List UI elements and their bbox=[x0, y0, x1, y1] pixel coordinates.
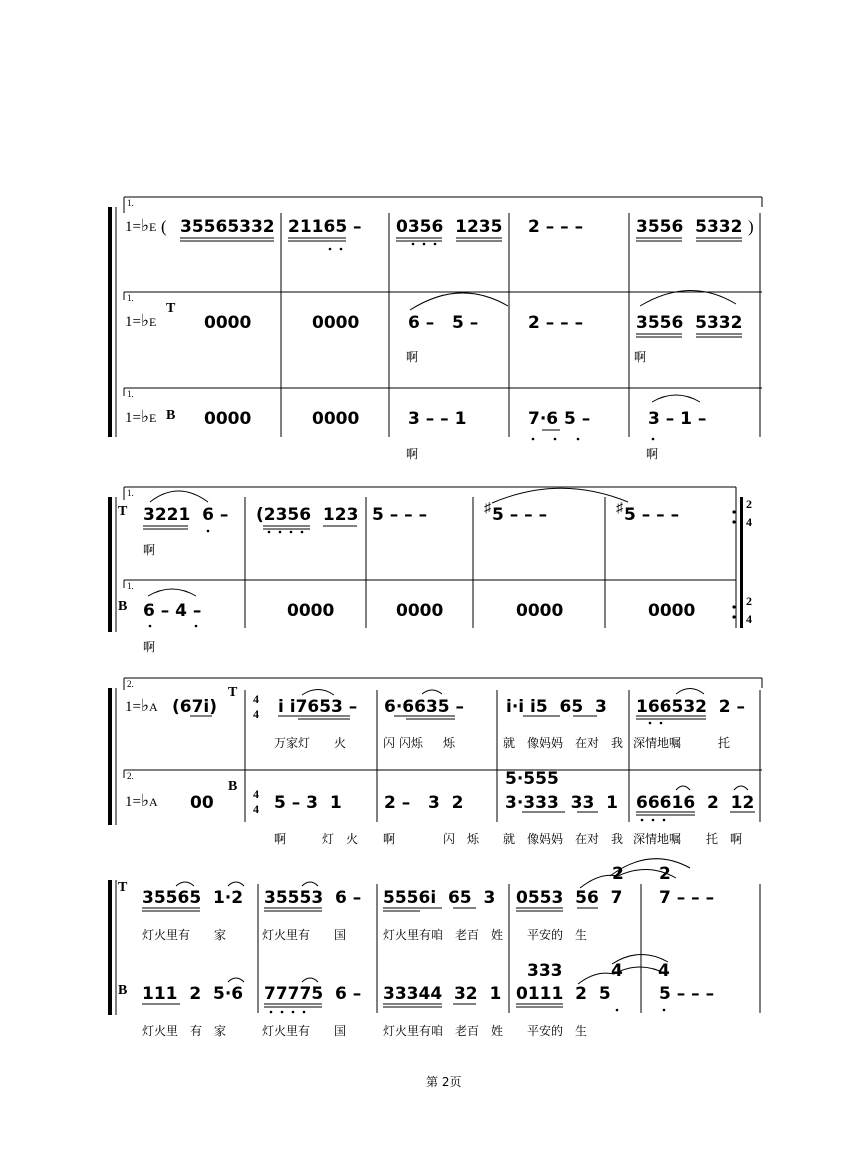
key-signature: 1=♭E bbox=[125, 407, 157, 426]
key-signature: 1=♭A bbox=[125, 791, 158, 810]
tenor-measure-3: 5556i 65 3 bbox=[383, 888, 496, 908]
lyric: 国 bbox=[334, 1024, 347, 1038]
tenor-measure-3: i·i i5 65 3 bbox=[506, 697, 607, 717]
sharp-sign: ♯ bbox=[616, 501, 623, 516]
bass-upper-note: 4 bbox=[658, 961, 670, 981]
lyric: 闪 bbox=[443, 832, 456, 846]
lyric: 灯火里有 bbox=[262, 928, 311, 942]
page-number: 第 2页 bbox=[426, 1075, 462, 1089]
lyric: 灯火里有 bbox=[142, 928, 191, 942]
lyric: 啊 bbox=[406, 447, 419, 461]
lyric: 啊 bbox=[143, 543, 156, 557]
lyric: 啊 bbox=[143, 640, 156, 654]
lyric: 平安的 bbox=[527, 1024, 564, 1038]
lyric: 啊 bbox=[730, 832, 743, 846]
volta-label: 1. bbox=[127, 389, 134, 399]
tenor-label: T bbox=[118, 504, 128, 519]
tenor-measure-1: i i7653 – bbox=[278, 697, 358, 717]
lyric: 家 bbox=[214, 928, 227, 942]
tenor-measure-3: 5 – – – bbox=[372, 505, 428, 525]
lyric: 啊 bbox=[634, 350, 647, 364]
tenor-upper-note: 2 bbox=[659, 864, 671, 884]
bass-label: B bbox=[118, 599, 128, 614]
tenor-measure-4: 2 – – – bbox=[528, 313, 584, 333]
time-signature-bottom: 4 bbox=[746, 515, 752, 529]
lyric: 火 bbox=[346, 832, 359, 846]
lyric: 生 bbox=[575, 928, 588, 942]
lyric: 像妈妈 bbox=[527, 736, 564, 750]
tenor-measure-2: 6·6635 – bbox=[384, 697, 465, 717]
lyric: 在对 bbox=[575, 832, 600, 846]
bass-measure-4: 66616 2 12 bbox=[636, 793, 755, 813]
intro-measure-4: 2 – – – bbox=[528, 217, 584, 237]
bass-measure-5: 5 – – – bbox=[659, 984, 715, 1004]
lyric: 烁 bbox=[467, 832, 480, 846]
sharp-sign: ♯ bbox=[484, 501, 491, 516]
lyric: 我 bbox=[611, 832, 624, 846]
intro-measure-5: 3556 5332 bbox=[636, 217, 743, 237]
lyric: 闪 闪烁 bbox=[383, 736, 423, 750]
intro-measure-2: 21165 – bbox=[288, 217, 362, 237]
volta-label: 2. bbox=[127, 771, 134, 781]
volta-label: 1. bbox=[127, 293, 134, 303]
bass-label: B bbox=[118, 983, 128, 998]
tenor-measure-5: 7 – – – bbox=[659, 888, 715, 908]
bass-measure-2: 0000 bbox=[287, 601, 335, 621]
key-signature: 1=♭E bbox=[125, 216, 157, 235]
bass-measure-1: 0000 bbox=[204, 409, 252, 429]
lyric: 姓 bbox=[491, 1024, 504, 1038]
tenor-measure-5: 3556 5332 bbox=[636, 313, 743, 333]
key-signature: 1=♭A bbox=[125, 696, 158, 715]
lyric: 火 bbox=[334, 736, 347, 750]
bass-measure-3: 3·333 33 1 bbox=[505, 793, 618, 813]
time-signature-bottom: 4 bbox=[253, 802, 259, 816]
lyric: 啊 bbox=[274, 832, 287, 846]
lyric: 有 bbox=[190, 1024, 203, 1038]
lyric: 托 bbox=[706, 832, 719, 846]
tenor-measure-1: 3221 6 – bbox=[143, 505, 229, 525]
tenor-measure-5: 5 – – – bbox=[624, 505, 680, 525]
time-signature-bottom: 4 bbox=[746, 612, 752, 626]
tenor-measure-2: (2356 123 bbox=[256, 505, 359, 525]
bass-measure-1: 6 – 4 – bbox=[143, 601, 202, 621]
tenor-upper-note: 2 bbox=[612, 864, 624, 884]
bass-measure-2: 0000 bbox=[312, 409, 360, 429]
tenor-measure-2: 0000 bbox=[312, 313, 360, 333]
bass-upper-notes: 5·555 bbox=[505, 769, 559, 789]
tenor-measure-4: 166532 2 – bbox=[636, 697, 746, 717]
lyric: 姓 bbox=[491, 928, 504, 942]
lyric: 像妈妈 bbox=[527, 832, 564, 846]
tenor-label: T bbox=[166, 301, 176, 316]
close-paren: ) bbox=[748, 217, 754, 236]
bass-measure-4: 7·6 5 – bbox=[528, 409, 591, 429]
tenor-measure-2: 35553 6 – bbox=[264, 888, 362, 908]
bass-upper-note: 4 bbox=[611, 961, 623, 981]
bass-pickup: 00 bbox=[190, 793, 214, 813]
tenor-pickup: (67i) bbox=[172, 697, 218, 717]
open-paren: ( bbox=[161, 217, 167, 236]
lyric: 家 bbox=[214, 1024, 227, 1038]
lyric: 啊 bbox=[383, 832, 396, 846]
volta-label: 1. bbox=[127, 198, 134, 208]
tenor-measure-1: 35565 1·2 bbox=[142, 888, 244, 908]
bass-measure-1: 111 2 5·6 bbox=[142, 984, 244, 1004]
tenor-measure-1: 0000 bbox=[204, 313, 252, 333]
lyric: 啊 bbox=[406, 350, 419, 364]
lyric: 烁 bbox=[443, 736, 456, 750]
bass-measure-4: 0111 2 5 bbox=[516, 984, 611, 1004]
volta-label: 2. bbox=[127, 679, 134, 689]
tenor-measure-4: 0553 56 7 bbox=[516, 888, 623, 908]
bass-upper-notes: 333 bbox=[527, 961, 563, 981]
time-signature-top: 2 bbox=[746, 497, 752, 511]
lyric: 老百 bbox=[455, 1024, 480, 1038]
intro-measure-3: 0356 1235 bbox=[396, 217, 503, 237]
time-signature-top: 2 bbox=[746, 594, 752, 608]
lyric: 灯火里 bbox=[142, 1024, 179, 1038]
tenor-measure-3: 6 – 5 – bbox=[408, 313, 479, 333]
lyric: 灯火里有 bbox=[262, 1024, 311, 1038]
lyric: 灯 bbox=[322, 832, 335, 846]
lyric: 就 bbox=[503, 832, 516, 846]
bass-label: B bbox=[166, 408, 176, 423]
lyric: 老百 bbox=[455, 928, 480, 942]
time-signature-top: 4 bbox=[253, 787, 259, 801]
volta-label: 1. bbox=[127, 581, 134, 591]
lyric: 深情地嘱 bbox=[633, 736, 682, 750]
lyric: 灯火里有咱 bbox=[383, 1024, 444, 1038]
tenor-label: T bbox=[118, 880, 128, 895]
lyric: 灯火里有咱 bbox=[383, 928, 444, 942]
lyric: 啊 bbox=[646, 447, 659, 461]
lyric: 深情地嘱 bbox=[633, 832, 682, 846]
lyric: 万家灯 bbox=[274, 736, 311, 750]
lyric: 我 bbox=[611, 736, 624, 750]
lyric: 平安的 bbox=[527, 928, 564, 942]
key-signature: 1=♭E bbox=[125, 311, 157, 330]
bass-measure-2: 2 – 3 2 bbox=[384, 793, 464, 813]
lyric: 托 bbox=[718, 736, 731, 750]
bass-measure-5: 0000 bbox=[648, 601, 696, 621]
tenor-label: T bbox=[228, 685, 238, 700]
bass-measure-1: 5 – 3 1 bbox=[274, 793, 342, 813]
time-signature-bottom: 4 bbox=[253, 707, 259, 721]
bass-measure-3: 0000 bbox=[396, 601, 444, 621]
volta-label: 1. bbox=[127, 488, 134, 498]
bass-measure-5: 3 – 1 – bbox=[648, 409, 707, 429]
bass-measure-3: 3 – – 1 bbox=[408, 409, 467, 429]
bass-measure-3: 33344 32 1 bbox=[383, 984, 502, 1004]
tenor-measure-4: 5 – – – bbox=[492, 505, 548, 525]
lyric: 在对 bbox=[575, 736, 600, 750]
time-signature-top: 4 bbox=[253, 692, 259, 706]
lyric: 国 bbox=[334, 928, 347, 942]
intro-measure-1: 35565332 bbox=[180, 217, 275, 237]
bass-measure-4: 0000 bbox=[516, 601, 564, 621]
lyric: 就 bbox=[503, 736, 516, 750]
bass-label: B bbox=[228, 779, 238, 794]
bass-measure-2: 77775 6 – bbox=[264, 984, 362, 1004]
lyric: 生 bbox=[575, 1024, 588, 1038]
